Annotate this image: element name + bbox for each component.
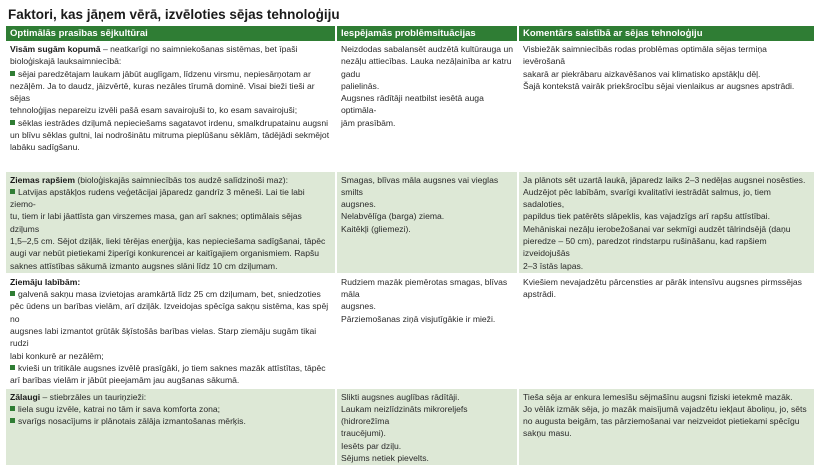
comments-line: 2–3 īstās lapas. — [523, 260, 584, 271]
requirements-line: bioloģiskajā lauksaimniecībā: — [10, 56, 122, 67]
row-heading-line: Zālaugi – stiebrzāles un tauriņzieži: — [10, 391, 147, 402]
requirements-cell — [6, 388, 336, 465]
problems-line: traucējumi). — [341, 428, 386, 439]
table-row — [6, 41, 814, 171]
bullet-square-icon — [10, 189, 15, 194]
requirements-line: sēklas iestrādes dziļumā nepieciešams sagatavot irdenu, smalkdrupatainu augsni — [10, 117, 331, 129]
row-heading: Ziemāju labībām: — [10, 276, 81, 287]
requirements-line: svarīgs nosacījums ir plānotais zālāja izmantošanas mērķis. — [10, 415, 331, 427]
comments-line: Visbiežāk saimniecībās rodas problēmas optimāla sējas termiņa ievērošanā — [523, 44, 767, 67]
problems-cell — [336, 171, 518, 273]
comments-line: no augusta beigām, tas pārziemošanai var neizveidot pietiekami spēcīgu — [523, 416, 800, 427]
table-body — [6, 41, 814, 465]
comments-line: Tieša sēja ar enkura lemesīšu sējmašīnu augsni fiziski ietekmē mazāk. — [523, 391, 793, 402]
table-row — [6, 388, 814, 465]
comments-cell — [518, 41, 814, 171]
problems-line: Iesēts par dziļu. — [341, 440, 402, 451]
row-heading-line: Visām sugām kopumā – neatkarīgi no saimniekošanas sistēmas, bet īpaši — [10, 44, 298, 54]
comments-line: Jo vēlāk izmāk sēja, jo mazāk maisījumā vajadzētu iekļaut āboliņu, jo, sēts — [523, 403, 807, 414]
requirements-line: sējai paredzētajam laukam jābūt auglīgam, līdzenu virsmu, nepiesārņotam ar — [10, 68, 331, 80]
problems-line: Augsnes rādītāji neatbilst iesētā auga optimāla- — [341, 93, 484, 116]
requirements-line: augi var nebūt pietiekami žiperīgi konkurencei ar kaitīgajiem organismiem. Rapšu — [10, 248, 320, 259]
problems-cell — [336, 388, 518, 465]
requirements-cell — [6, 171, 336, 273]
bullet-square-icon — [10, 406, 15, 411]
row-heading-line — [10, 276, 331, 288]
comments-line: papildus tiek patērēts slāpeklis, kas vajadzīgs arī rapšu attīstībai. — [523, 211, 770, 222]
requirements-line: liela sugu izvēle, katrai no tām ir sava komforta zona; — [10, 403, 331, 415]
bullet-square-icon — [10, 418, 15, 423]
problems-line: Sējums netiek pievelts. — [341, 453, 429, 464]
column-header-requirements: Optimālās prasības sējkultūrai — [6, 26, 336, 41]
requirements-cell — [6, 273, 336, 388]
comments-line: sakņu masu. — [523, 428, 572, 439]
problems-line: Nelabvēlīga (barga) ziema. — [341, 211, 445, 222]
problems-line: jām prasībām. — [341, 117, 396, 128]
bullet-square-icon — [10, 71, 15, 76]
row-heading-line: Ziemas rapšiem (bioloģiskajās saimniecībās tos audzē salīdzinoši maz): — [10, 174, 288, 185]
problems-line: augsnes. — [341, 199, 376, 210]
bullet-square-icon — [10, 365, 15, 370]
requirements-line: 1,5–2,5 cm. Sējot dziļāk, lieki tērējas enerģija, kas nepieciešama sadīgšanai, tāpēc — [10, 235, 326, 246]
requirements-line: saknes attīstības sākumā izmanto augsnes slāni līdz 10 cm dziļumam. — [10, 260, 278, 271]
requirements-line: nezāļēm. Ja to daudz, jāizvērtē, kuras nezāles tīrumā dominē. Visai bieži tieši ar sējas — [10, 80, 315, 104]
problems-line: Laukam neizlīdzināts mikroreljefs (hidrorežīma — [341, 403, 468, 427]
comments-line: Šajā kontekstā vairāk priekšrocību sējai vienlaikus ar augsnes apstrādi. — [523, 80, 795, 91]
document-title: Faktori, kas jāņem vērā, izvēloties sējas tehnoloģiju — [8, 7, 340, 22]
comments-cell — [518, 273, 814, 388]
comments-line: Mehāniskai nezāļu ierobežošanai var sekmīgi audzēt tālrindsējā (daņu — [523, 223, 791, 234]
bullet-square-icon — [10, 120, 15, 125]
problems-cell — [336, 41, 518, 171]
requirements-line: tu, tiem ir labi jāattīsta gan virszemes masa, gan arī saknes; optimālais sējas dziļums — [10, 211, 302, 234]
comments-cell — [518, 388, 814, 465]
problems-cell — [336, 273, 518, 388]
table-header-row — [6, 26, 814, 41]
column-header-comments: Komentārs saistībā ar sējas tehnoloģiju — [518, 26, 814, 41]
requirements-line: kvieši un tritikāle augsnes izvēlē prasīgāki, jo tiem saknes mazāk attīstītas, tāpēc — [10, 362, 331, 374]
requirements-line: Latvijas apstākļos rudens veģetācijai jāparedz gandrīz 3 mēneši. Lai tie labi ziemo- — [10, 186, 305, 210]
problems-line: Rudziem mazāk piemērotas smagas, blīvas māla — [341, 276, 508, 300]
requirements-line: augsnes labi izmantot grūtāk šķīstošās barības vielas. Starp ziemāju sugām tikai rudzi — [10, 326, 317, 349]
requirements-cell — [6, 41, 336, 171]
comments-line: Kviešiem nevajadzētu pārcensties ar pārāk intensīvu augsnes pirmssējas — [523, 276, 802, 287]
row-heading: Zālaugi — [10, 391, 41, 402]
requirements-line: labāku sadīgšanu. — [10, 142, 80, 153]
requirements-line: galvenā sakņu masa izvietojas aramkārtā līdz 25 cm dziļumam, bet, sniedzoties — [10, 288, 331, 300]
comments-line: Audzējot pēc labībām, svarīgi kvalitatīvi iestrādāt salmus, jo, tiem sadaloties, — [523, 186, 771, 210]
column-header-problems: Iespējamās problēmsituācijas — [336, 26, 518, 41]
requirements-line: labi konkurē ar nezālēm; — [10, 350, 104, 361]
table-row — [6, 273, 814, 388]
row-heading: Visām sugām kopumā — [10, 44, 101, 54]
problems-line: augsnes. — [341, 301, 376, 312]
comments-cell — [518, 171, 814, 273]
problems-line: Neizdodas sabalansēt audzētā kultūrauga un — [341, 44, 513, 54]
bullet-square-icon — [10, 291, 15, 296]
comments-line: sakarā ar piekrābaru aizkavēšanos vai klimatisko apstākļu dēļ. — [523, 68, 761, 79]
problems-line: Smagas, blīvas māla augsnes vai vieglas smilts — [341, 174, 499, 197]
problems-line: palielinās. — [341, 80, 380, 91]
problems-line: Pārziemošanas ziņā visjutīgākie ir mieži. — [341, 313, 496, 324]
problems-line: nezāļu attiecības. Lauka nezāļainība ar katru gadu — [341, 56, 512, 79]
problems-line: Kaitēkļi (gliemezi). — [341, 223, 411, 234]
requirements-line: arī barības vielām ir jābūt pieejamām jau augšanas sākumā. — [10, 375, 240, 386]
table-row — [6, 171, 814, 273]
comments-line: Ja plānots sēt uzartā laukā, jāparedz laiks 2–3 nedēļas augsnei nosēsties. — [523, 174, 806, 185]
comments-line: apstrādi. — [523, 289, 556, 300]
comments-line: pieredze – 50 cm), paredzot rindstarpu rušināšanu, kad rapšiem izveidojušās — [523, 235, 767, 259]
requirements-line: pēc ūdens un barības vielām, arī dziļāk. Izveidojas spēcīga sakņu sistēma, kas spēj no — [10, 301, 329, 324]
row-heading: Ziemas rapšiem — [10, 174, 75, 185]
factors-table — [6, 26, 814, 465]
requirements-line: tehnoloģijas nepareizu izvēli pašā esam savairojuši to, ko esam savairojuši; — [10, 105, 298, 116]
problems-line: Slikti augsnes auglības rādītāji. — [341, 391, 460, 402]
requirements-line: un blīvu sēklas gultni, lai nodrošinātu mitruma pieplūšanu sēklām, tādējādi sekmējot — [10, 130, 330, 141]
